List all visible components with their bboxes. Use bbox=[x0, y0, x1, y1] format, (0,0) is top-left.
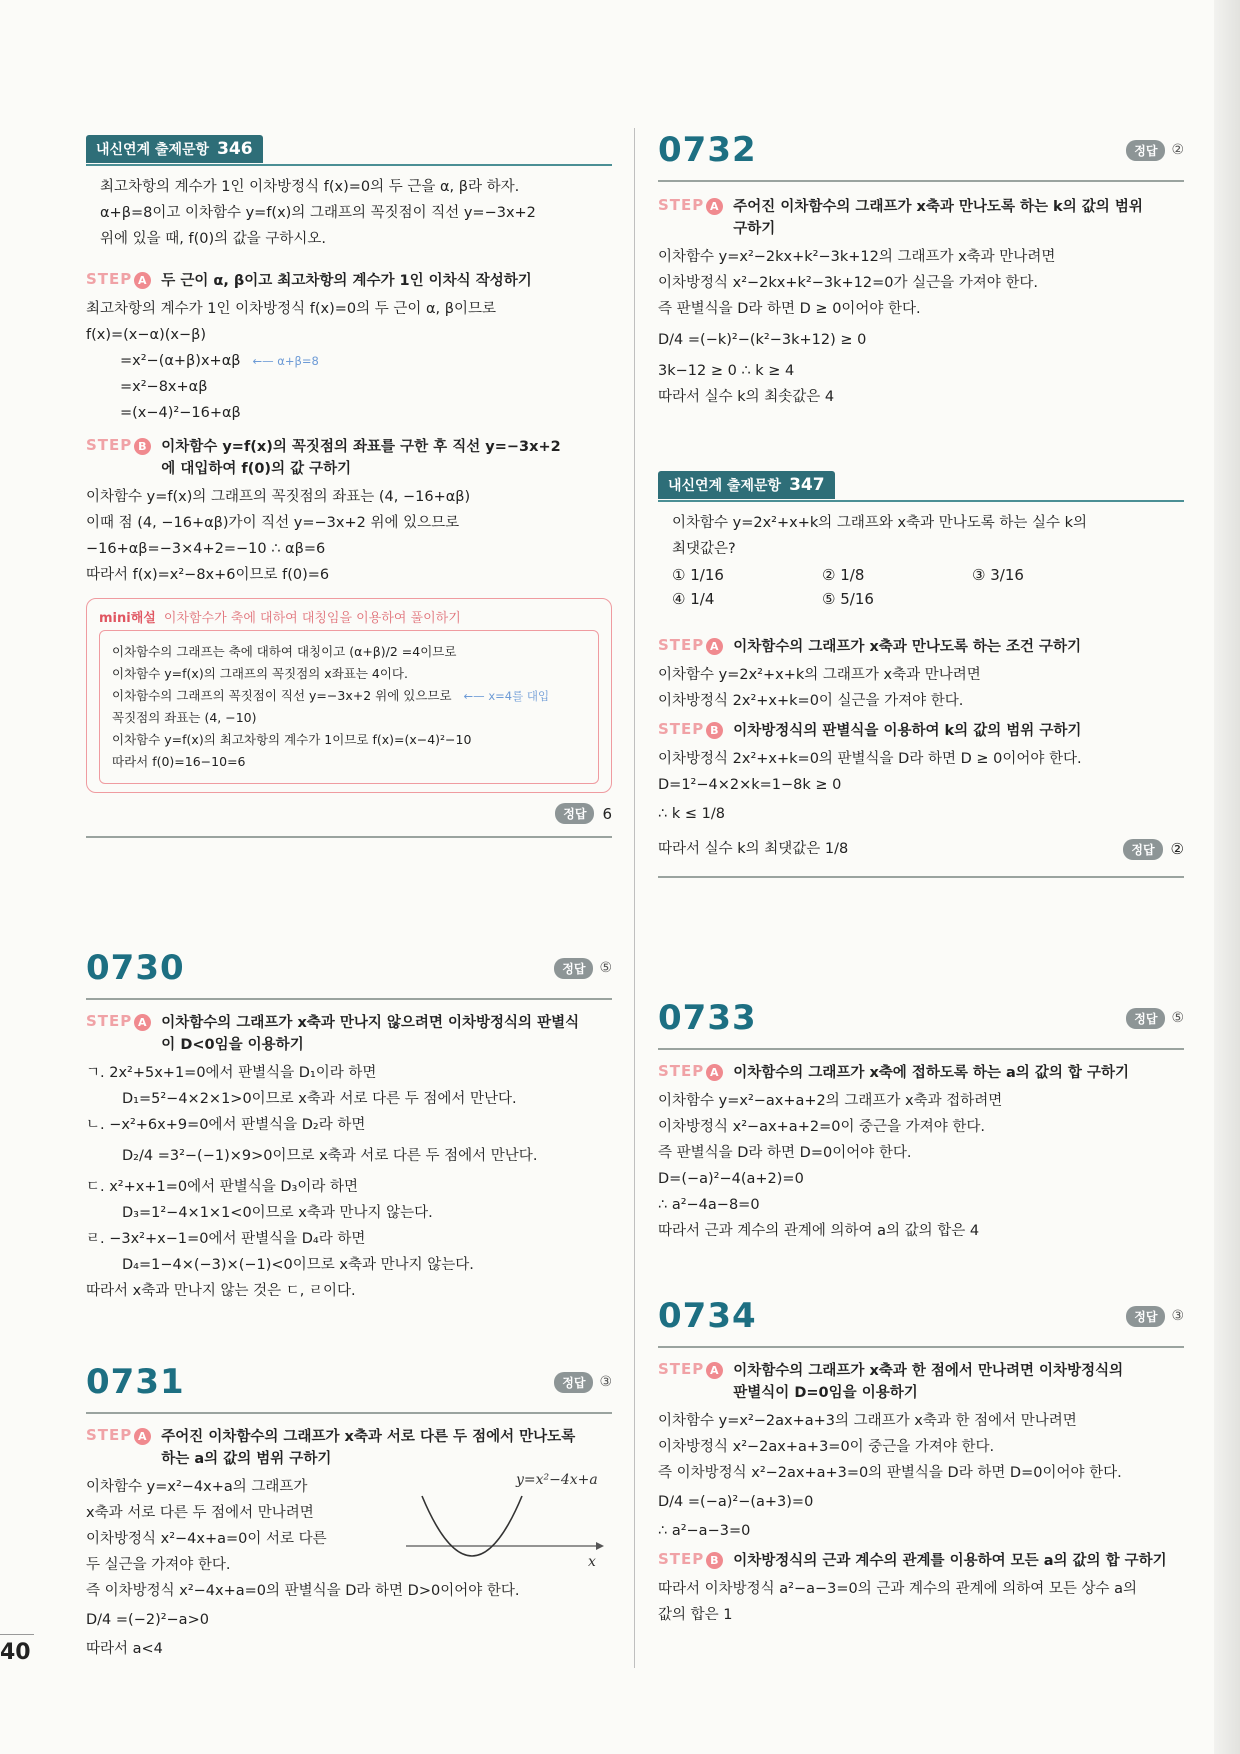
answer bbox=[554, 1372, 612, 1393]
problem-header bbox=[86, 944, 612, 1000]
parabola-curve bbox=[422, 1496, 522, 1556]
solution-line: 이차방정식 x²−ax+a+2=0이 중근을 가져야 한다. bbox=[658, 1119, 985, 1135]
step-title: 주어진 이차함수의 그래프가 x축과 만나도록 하는 k의 값의 범위 구하기 bbox=[733, 199, 1143, 237]
column-divider bbox=[634, 128, 635, 1668]
naesin-347-section bbox=[658, 470, 1184, 878]
step-a-header bbox=[86, 1012, 612, 1056]
problem-number: 0731 bbox=[86, 1362, 185, 1402]
hint-arrow: ←— α+β=8 bbox=[252, 354, 319, 368]
solution-line: x축과 서로 다른 두 점에서 만나려면 bbox=[86, 1505, 314, 1521]
naesin-346-number: 346 bbox=[217, 139, 253, 159]
naesin-346-header bbox=[86, 134, 612, 166]
solution-line: 이차함수 y=f(x)의 그래프의 꼭짓점의 좌표는 (4, −16+αβ) bbox=[86, 489, 471, 505]
solution-line: ∴ k ≤ 1/8 bbox=[658, 806, 725, 822]
problem-line: 위에 있을 때, f(0)의 값을 구하시오. bbox=[100, 231, 326, 247]
step-b-header bbox=[658, 720, 1184, 742]
solution-line: 값의 합은 1 bbox=[658, 1607, 733, 1623]
solution-line: =(x−4)²−16+αβ bbox=[120, 405, 241, 421]
solution-line: 이차방정식 x²−2kx+k²−3k+12=0가 실근을 가져야 한다. bbox=[658, 275, 1038, 291]
answer-value: ② bbox=[1171, 142, 1184, 158]
naesin-347-label: 내신연계 출제문항 bbox=[668, 478, 782, 494]
solution-line: D₂/4 =3²−(−1)×9>0이므로 x축과 서로 다른 두 점에서 만난다. bbox=[122, 1148, 538, 1164]
solution-line: 즉 이차방정식 x²−2ax+a+3=0의 판별식을 D라 하면 D=0이어야 한다. bbox=[658, 1465, 1122, 1481]
step-tag: STEP A bbox=[86, 1426, 151, 1470]
solution-line: 3k−12 ≥ 0 ∴ k ≥ 4 bbox=[658, 363, 795, 379]
step-title: 이차함수의 그래프가 x축에 접하도록 하는 a의 값의 합 구하기 bbox=[733, 1065, 1129, 1081]
step-a-header bbox=[658, 1062, 1184, 1084]
step-tag: STEP A bbox=[86, 1012, 151, 1056]
solution-line: 이차방정식 x²−2ax+a+3=0이 중근을 가져야 한다. bbox=[658, 1439, 995, 1455]
solution-line: 따라서 실수 k의 최솟값은 4 bbox=[658, 389, 835, 405]
answer-badge: 정답 bbox=[1126, 1306, 1165, 1327]
mini-line: 이차함수 y=f(x)의 최고차항의 계수가 1이므로 f(x)=(x−4)²−10 bbox=[112, 732, 472, 747]
step-tag: STEP A bbox=[658, 196, 723, 240]
mini-line: 따라서 f(0)=16−10=6 bbox=[112, 754, 246, 769]
problem-number: 0734 bbox=[658, 1296, 757, 1336]
problem-0732 bbox=[658, 126, 1184, 410]
problem-number: 0732 bbox=[658, 130, 757, 170]
graph-label: y=x²−4x+a bbox=[516, 1472, 598, 1488]
solution-line: D/4 =(−2)²−a>0 bbox=[86, 1612, 209, 1628]
problem-0730 bbox=[86, 944, 612, 1304]
choice-3[interactable]: ③ 3/16 bbox=[972, 566, 1024, 584]
mini-inner bbox=[99, 630, 599, 784]
step-a-header bbox=[658, 196, 1184, 240]
problem-line: α+β=8이고 이차함수 y=f(x)의 그래프의 꼭짓점이 직선 y=−3x+2 bbox=[100, 205, 536, 221]
page-edge bbox=[1214, 0, 1240, 1754]
step-title: 이차함수 y=f(x)의 꼭짓점의 좌표를 구한 후 직선 y=−3x+2 에 대입하여 f(0)의 값 구하기 bbox=[161, 439, 561, 477]
solution-line: 이차방정식 2x²+x+k=0이 실근을 가져야 한다. bbox=[658, 693, 964, 709]
naesin-347-problem bbox=[658, 502, 1184, 562]
solution-line: D=1²−4×2×k=1−8k ≥ 0 bbox=[658, 777, 842, 793]
solution-line: ∴ a²−a−3=0 bbox=[658, 1523, 751, 1539]
naesin-347-header bbox=[658, 470, 1184, 502]
step-title: 이차함수의 그래프가 x축과 만나지 않으려면 이차방정식의 판별식 이 D<0임을 이용하기 bbox=[161, 1015, 580, 1053]
solution-line: D/4 =(−k)²−(k²−3k+12) ≥ 0 bbox=[658, 332, 867, 348]
answer-value: ③ bbox=[599, 1374, 612, 1390]
choice-2[interactable]: ② 1/8 bbox=[822, 566, 865, 584]
parabola-graph bbox=[406, 1468, 606, 1576]
solution-line: 따라서 실수 k의 최댓값은 1/8 bbox=[658, 841, 849, 857]
step-tag: STEP B bbox=[658, 720, 723, 742]
solution-line: 이때 점 (4, −16+αβ)가이 직선 y=−3x+2 위에 있으므로 bbox=[86, 515, 460, 531]
solution-line: 따라서 f(x)=x²−8x+6이므로 f(0)=6 bbox=[86, 567, 330, 583]
solution-line: 최고차항의 계수가 1인 이차방정식 f(x)=0의 두 근이 α, β이므로 bbox=[86, 301, 497, 317]
page-number: 40 bbox=[0, 1640, 31, 1665]
answer bbox=[1126, 1008, 1184, 1029]
choice-4[interactable]: ④ 1/4 bbox=[672, 590, 715, 608]
section-rule bbox=[658, 876, 1184, 878]
mini-explanation-box bbox=[86, 598, 612, 793]
solution-line: ㄱ. 2x²+5x+1=0에서 판별식을 D₁이라 하면 bbox=[86, 1065, 377, 1081]
answer bbox=[1126, 1306, 1184, 1327]
solution-line: ∴ a²−4a−8=0 bbox=[658, 1197, 760, 1213]
solution-line: ㄹ. −3x²+x−1=0에서 판별식을 D₄라 하면 bbox=[86, 1231, 366, 1247]
solution-line: ㄴ. −x²+6x+9=0에서 판별식을 D₂라 하면 bbox=[86, 1117, 366, 1133]
problem-0731 bbox=[86, 1358, 612, 1662]
step-b-header bbox=[86, 436, 612, 480]
problem-line: 최고차항의 계수가 1인 이차방정식 f(x)=0의 두 근을 α, β라 하자. bbox=[100, 179, 520, 195]
answer bbox=[554, 958, 612, 979]
solution-line: 따라서 근과 계수의 관계에 의하여 a의 값의 합은 4 bbox=[658, 1223, 980, 1239]
x-axis-label: x bbox=[588, 1554, 596, 1570]
solution-line: D₄=1−4×(−3)×(−1)<0이므로 x축과 만나지 않는다. bbox=[122, 1257, 474, 1273]
answer-value: ② bbox=[1170, 840, 1184, 858]
step-a-header bbox=[658, 1360, 1184, 1404]
naesin-346-problem bbox=[86, 166, 612, 252]
solution-line: f(x)=(x−α)(x−β) bbox=[86, 327, 207, 343]
choice-5[interactable]: ⑤ 5/16 bbox=[822, 590, 874, 608]
mini-line: 이차함수의 그래프의 꼭짓점이 직선 y=−3x+2 위에 있으므로 ←— x=4를 대입 bbox=[112, 688, 550, 703]
problem-0734 bbox=[658, 1292, 1184, 1628]
answer-badge: 정답 bbox=[554, 1372, 593, 1393]
solution-line: 이차방정식 2x²+x+k=0의 판별식을 D라 하면 D ≥ 0이어야 한다. bbox=[658, 751, 1082, 767]
answer bbox=[1126, 140, 1184, 161]
naesin-347-badge bbox=[658, 471, 835, 499]
naesin-347-answer bbox=[1123, 839, 1184, 860]
problem-line: 이차함수 y=2x²+x+k의 그래프와 x축과 만나도록 하는 실수 k의 bbox=[672, 515, 1088, 531]
step-b-header bbox=[658, 1550, 1184, 1572]
answer-choices bbox=[658, 566, 1184, 608]
solution-line: 두 실근을 가져야 한다. bbox=[86, 1557, 231, 1573]
step-tag: STEP A bbox=[86, 270, 151, 292]
step-title: 이차함수의 그래프가 x축과 만나도록 하는 조건 구하기 bbox=[733, 639, 1082, 655]
solution-line: 이차방정식 x²−4x+a=0이 서로 다른 bbox=[86, 1531, 327, 1547]
answer-badge: 정답 bbox=[1126, 1008, 1165, 1029]
step-tag: STEP B bbox=[86, 436, 151, 480]
solution-line: 즉 판별식을 D라 하면 D=0이어야 한다. bbox=[658, 1145, 912, 1161]
solution-line: =x²−8x+αβ bbox=[120, 379, 208, 395]
mini-header: mini해설 이차함수가 축에 대하여 대칭임을 이용하여 풀이하기 bbox=[99, 611, 461, 626]
final-row bbox=[658, 836, 1184, 862]
solution-line: 따라서 x축과 만나지 않는 것은 ㄷ, ㄹ이다. bbox=[86, 1283, 356, 1299]
solution-line: 따라서 a<4 bbox=[86, 1641, 163, 1657]
step-title: 이차함수의 그래프가 x축과 한 점에서 만나려면 이차방정식의 판별식이 D=0임을 이용하기 bbox=[733, 1363, 1124, 1401]
problem-number: 0733 bbox=[658, 998, 757, 1038]
step-title: 이차방정식의 근과 계수의 관계를 이용하여 모든 a의 값의 합 구하기 bbox=[733, 1553, 1167, 1569]
step-a-header bbox=[658, 636, 1184, 658]
solution-line: 즉 판별식을 D라 하면 D ≥ 0이어야 한다. bbox=[658, 301, 921, 317]
naesin-346-section bbox=[86, 134, 612, 838]
answer-badge: 정답 bbox=[555, 803, 594, 824]
solution-line: D=(−a)²−4(a+2)=0 bbox=[658, 1171, 804, 1187]
solution-line: D/4 =(−a)²−(a+3)=0 bbox=[658, 1494, 814, 1510]
hint-arrow: ←— x=4를 대입 bbox=[463, 689, 550, 703]
graph-block bbox=[86, 1474, 612, 1578]
solution-line: −16+αβ=−3×4+2=−10 ∴ αβ=6 bbox=[86, 541, 326, 557]
step-tag: STEP A bbox=[658, 636, 723, 658]
step-tag: STEP A bbox=[658, 1360, 723, 1404]
naesin-347-number: 347 bbox=[789, 475, 825, 495]
step-title: 이차방정식의 판별식을 이용하여 k의 값의 범위 구하기 bbox=[733, 723, 1082, 739]
solution-line: 이차함수 y=x²−4x+a의 그래프가 bbox=[86, 1479, 308, 1495]
answer-badge: 정답 bbox=[1126, 140, 1165, 161]
solution-line: 이차함수 y=x²−2kx+k²−3k+12의 그래프가 x축과 만나려면 bbox=[658, 249, 1056, 265]
step-title: 두 근이 α, β이고 최고차항의 계수가 1인 이차식 작성하기 bbox=[161, 273, 532, 289]
step-tag: STEP A bbox=[658, 1062, 723, 1084]
section-rule bbox=[86, 836, 612, 838]
mini-line: 꼭짓점의 좌표는 (4, −10) bbox=[112, 710, 257, 725]
problem-line: 최댓값은? bbox=[672, 541, 736, 557]
solution-line: ㄷ. x²+x+1=0에서 판별식을 D₃이라 하면 bbox=[86, 1179, 358, 1195]
answer-badge: 정답 bbox=[554, 958, 593, 979]
step-title: 주어진 이차함수의 그래프가 x축과 서로 다른 두 점에서 만나도록 하는 a의 값의 범위 구하기 bbox=[161, 1429, 576, 1467]
problem-header bbox=[86, 1358, 612, 1414]
solution-line: 이차함수 y=x²−2ax+a+3의 그래프가 x축과 한 점에서 만나려면 bbox=[658, 1413, 1077, 1429]
problem-0733 bbox=[658, 994, 1184, 1244]
solution-line: D₁=5²−4×2×1>0이므로 x축과 서로 다른 두 점에서 만난다. bbox=[122, 1091, 517, 1107]
solution-line: 따라서 이차방정식 a²−a−3=0의 근과 계수의 관계에 의하여 모든 상수 a의 bbox=[658, 1581, 1138, 1597]
solution-line: =x²−(α+β)x+αβ ←— α+β=8 bbox=[120, 353, 319, 369]
problem-header bbox=[658, 1292, 1184, 1348]
answer-value: ⑤ bbox=[1171, 1010, 1184, 1026]
solution-line: 즉 이차방정식 x²−4x+a=0의 판별식을 D라 하면 D>0이어야 한다. bbox=[86, 1583, 520, 1599]
mini-line: 이차함수 y=f(x)의 그래프의 꼭짓점의 x좌표는 4이다. bbox=[112, 666, 408, 681]
naesin-346-badge bbox=[86, 135, 263, 163]
x-axis-arrow bbox=[596, 1542, 604, 1550]
problem-header bbox=[658, 126, 1184, 182]
answer-value: ③ bbox=[1171, 1308, 1184, 1324]
answer-badge: 정답 bbox=[1123, 839, 1162, 860]
step-a-header bbox=[86, 1426, 612, 1470]
step-a-header bbox=[86, 270, 612, 292]
solution-line: 이차함수 y=2x²+x+k의 그래프가 x축과 만나려면 bbox=[658, 667, 981, 683]
answer-value: 6 bbox=[602, 804, 612, 823]
problem-number: 0730 bbox=[86, 948, 185, 988]
mini-line: 이차함수의 그래프는 축에 대하여 대칭이고 (α+β)/2 =4이므로 bbox=[112, 644, 457, 659]
page-number-rule bbox=[0, 1634, 34, 1635]
step-tag: STEP B bbox=[658, 1550, 723, 1572]
problem-header bbox=[658, 994, 1184, 1050]
answer-value: ⑤ bbox=[599, 960, 612, 976]
solution-line: D₃=1²−4×1×1<0이므로 x축과 만나지 않는다. bbox=[122, 1205, 433, 1221]
choice-1[interactable]: ① 1/16 bbox=[672, 566, 724, 584]
naesin-346-answer bbox=[86, 803, 612, 824]
solution-line: 이차함수 y=x²−ax+a+2의 그래프가 x축과 접하려면 bbox=[658, 1093, 1003, 1109]
naesin-346-label: 내신연계 출제문항 bbox=[96, 142, 210, 158]
